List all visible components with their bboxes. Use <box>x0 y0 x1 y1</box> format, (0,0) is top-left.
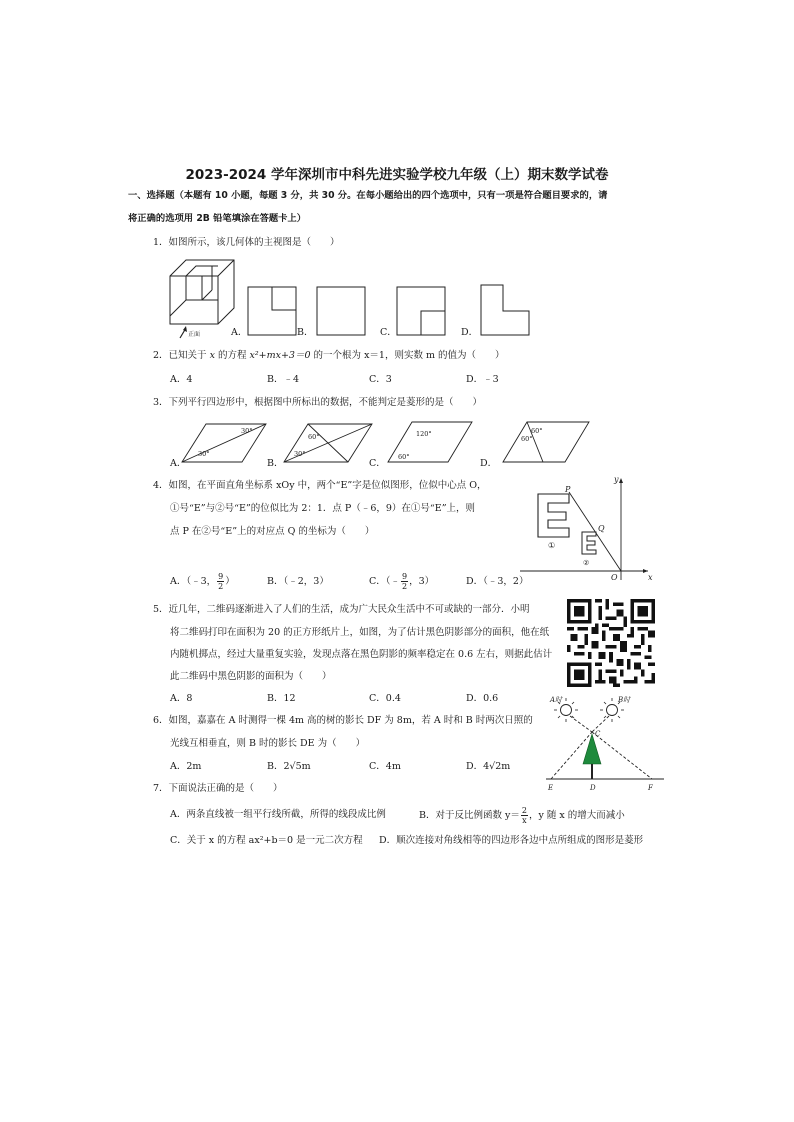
q4-option-d: D．（﹣3，2） <box>466 576 529 587</box>
q5-option-a: A．8 <box>170 693 193 704</box>
q1-option-d-figure <box>477 281 535 339</box>
q2-stem-part-b: 的方程 <box>214 350 250 361</box>
q7-stem: 7．下面说法正确的是（ ） <box>153 783 283 794</box>
q3-option-b: B． <box>267 458 284 469</box>
q1-option-c: C． <box>380 327 397 338</box>
q3-option-d: D． <box>480 458 498 469</box>
q1-option-d: D． <box>461 327 479 338</box>
q2-stem-part-c: 的一个根为 x＝1，则实数 m 的值为（ ） <box>310 350 505 361</box>
q4-line2: ①号“E”与②号“E”的位似比为 2：1．点 P（﹣6，9）在①号“E”上，则 <box>170 503 476 514</box>
q7-option-b <box>419 806 625 825</box>
q2-stem <box>153 349 505 363</box>
section-heading-line1: 一、选择题（本题有 10 小题，每题 3 分，共 30 分。在每小题给出的四个选项中，只有一项是符合题目要求的，请 <box>128 190 608 201</box>
q4-c-numerator: 9 <box>402 572 408 581</box>
q6-shadow-figure <box>542 690 668 794</box>
q2-option-c: C．3 <box>369 374 392 385</box>
q3-c-angle-60: 60° <box>398 453 410 461</box>
q4-a-denominator: 2 <box>218 582 224 591</box>
q3-d-angle-60-side: 60° <box>521 435 533 443</box>
q6-option-a: A．2m <box>170 761 202 772</box>
q1-option-b: B． <box>297 327 314 338</box>
q3-b-angle-60: 60° <box>308 433 320 441</box>
q5-line3: 内随机掷点，经过大量重复实验，发现点落在黑色阴影的频率稳定在 0.6 左右，则据此估计 <box>170 649 553 660</box>
q4-a-numerator: 9 <box>218 572 224 581</box>
q3-a-angle-bottom: 30° <box>198 450 210 458</box>
q5-option-d: D．0.6 <box>466 693 499 704</box>
q6-tree-icon <box>583 734 601 779</box>
q2-option-b: B．﹣4 <box>267 374 300 385</box>
q7-b-denominator: x <box>522 816 527 825</box>
q4-c-fraction <box>401 572 408 591</box>
q2-option-d: D．﹣3 <box>466 374 499 385</box>
q6-option-c: C．4m <box>369 761 401 772</box>
q3-option-a: A． <box>170 458 187 469</box>
q4-label-q: Q <box>598 524 605 533</box>
q4-line3: 点 P 在②号“E”上的对应点 Q 的坐标为（ ） <box>170 526 375 537</box>
q7-b-suffix: ，y 随 x 的增大而减小 <box>528 810 625 821</box>
q6-label-a-time: A时 <box>550 696 563 704</box>
q5-line2: 将二维码打印在面积为 20 的正方形纸片上，如图，为了估计黑色阴影部分的面积，他在纸 <box>170 627 550 638</box>
q7-b-fraction <box>521 806 528 825</box>
q5-option-c: C．0.4 <box>369 693 401 704</box>
q6-label-e: E <box>548 784 554 792</box>
q1-stem: 1．如图所示，该几何体的主视图是（ ） <box>153 237 340 248</box>
q1-solid-figure <box>166 256 238 340</box>
q6-label-d: D <box>590 784 596 792</box>
q6-line2: 光线互相垂直，则 B 时的影长 DE 为（ ） <box>170 738 366 749</box>
q7-option-c: C．关于 x 的方程 ax²+b＝0 是一元二次方程 <box>170 835 363 846</box>
q2-option-a: A．4 <box>170 374 193 385</box>
q4-label-o: O <box>611 573 618 582</box>
q3-c-angle-120: 120° <box>416 430 432 438</box>
q5-option-b: B．12 <box>267 693 296 704</box>
q2-equation: x²+mx+3＝0 <box>249 350 311 361</box>
q4-a-suffix: ） <box>225 576 235 587</box>
q3-option-c-figure <box>380 416 476 468</box>
q1-front-label: 正面 <box>188 331 201 338</box>
q1-option-a-figure <box>246 284 300 340</box>
q3-option-a-figure <box>178 418 270 468</box>
q6-label-c: C <box>595 730 601 738</box>
q1-option-b-figure <box>314 284 368 340</box>
q3-option-d-figure <box>497 416 593 468</box>
q4-label-x: x <box>648 573 653 582</box>
q4-c-suffix: ，3） <box>409 576 435 587</box>
q4-option-a <box>170 572 235 591</box>
q6-option-d: D．4√2m <box>466 761 511 772</box>
q1-option-c-figure <box>394 284 448 340</box>
q4-label-e1: ① <box>548 541 556 550</box>
section-heading-line2: 将正确的选项用 2B 铅笔填涂在答题卡上） <box>128 213 307 224</box>
q4-line1: 4．如图，在平面直角坐标系 xOy 中，两个“E”字是位似图形，位似中心点 O， <box>153 480 487 491</box>
q4-a-prefix: A．（﹣3， <box>170 576 217 587</box>
q4-c-prefix: C．（﹣ <box>369 576 401 587</box>
q4-c-denominator: 2 <box>402 582 408 591</box>
q7-option-d: D．顺次连接对角线相等的四边形各边中点所组成的图形是菱形 <box>379 835 644 846</box>
page-title: 2023-2024 学年深圳市中科先进实验学校九年级（上）期末数学试卷 <box>185 167 609 183</box>
q3-d-angle-60-top: 60° <box>531 427 543 435</box>
q7-b-numerator: 2 <box>521 806 527 815</box>
q2-stem-part-a: 2．已知关于 <box>153 350 210 361</box>
q4-label-p: P <box>565 485 571 494</box>
q3-option-b-figure <box>280 418 376 468</box>
q2-stem-variable: x <box>209 350 215 361</box>
q3-a-angle-top: 30° <box>241 427 253 435</box>
q6-label-b-time: B时 <box>618 696 631 704</box>
q4-label-e2: ② <box>583 559 590 567</box>
q6-label-f: F <box>648 784 653 792</box>
q3-option-c: C． <box>369 458 386 469</box>
q6-option-b: B．2√5m <box>267 761 311 772</box>
q1-option-a: A． <box>231 327 248 338</box>
q4-option-c <box>369 572 434 591</box>
q5-line1: 5．近几年，二维码逐渐进入了人们的生活，成为广大民众生活中不可或缺的一部分．小明 <box>153 604 530 615</box>
q4-label-y: y <box>614 475 619 484</box>
q7-option-a: A．两条直线被一组平行线所截，所得的线段成比例 <box>170 809 386 820</box>
q3-b-angle-30: 30° <box>294 450 306 458</box>
q5-line4: 此二维码中黑色阴影的面积为（ ） <box>170 671 332 682</box>
q4-a-fraction <box>217 572 224 591</box>
q4-coordinate-figure <box>516 474 658 584</box>
q3-stem: 3．下列平行四边形中，根据图中所标出的数据，不能判定是菱形的是（ ） <box>153 397 483 408</box>
q5-qr-code-image <box>566 599 656 687</box>
q4-option-b: B．（﹣2，3） <box>267 576 329 587</box>
q6-line1: 6．如图，嘉嘉在 A 时测得一棵 4m 高的树的影长 DF 为 8m，若 A 时和 B 时两次日照的 <box>153 715 533 726</box>
q7-b-prefix: B．对于反比例函数 y＝ <box>419 810 520 821</box>
